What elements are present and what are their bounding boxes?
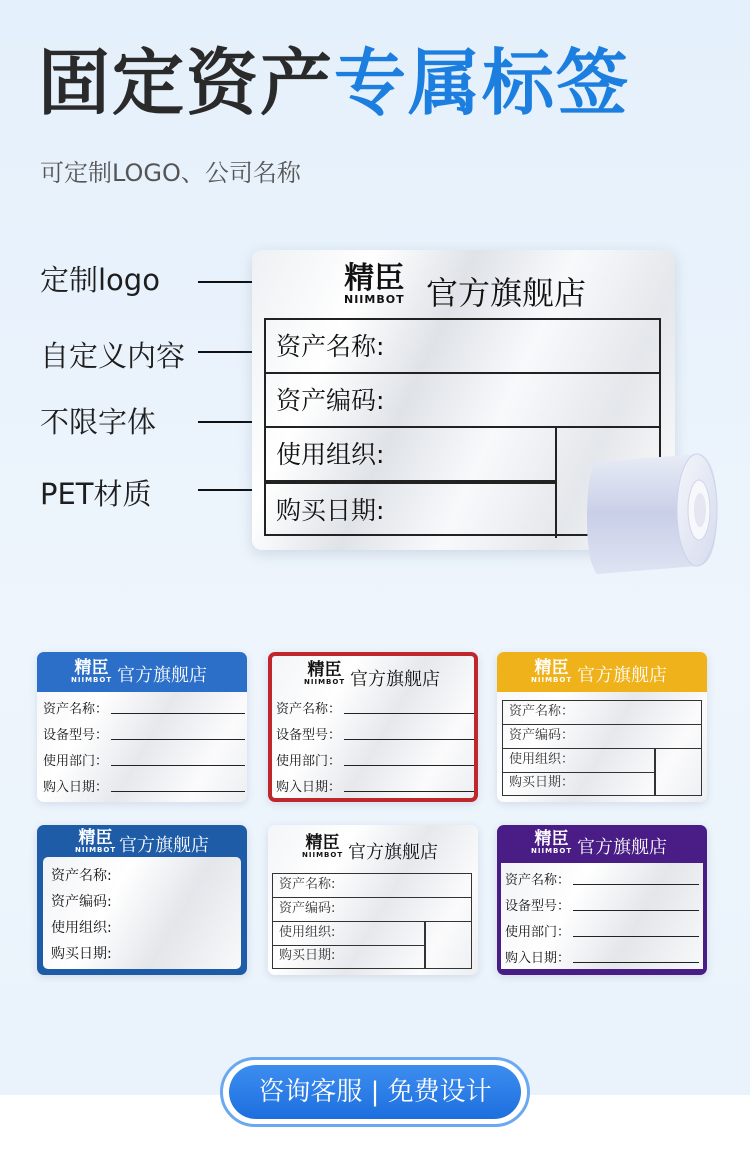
store-name: 官方旗舰店: [348, 842, 438, 863]
big-row-purchase-date: 购买日期:: [266, 482, 557, 536]
brand-logo-cn: 精臣: [307, 660, 342, 680]
brand-logo: [75, 830, 116, 854]
card-row: 使用部门：: [43, 750, 108, 769]
label-roll-icon: [585, 450, 720, 575]
brand-logo-cn: 精臣: [74, 658, 109, 678]
big-row-asset-name: 资产名称:: [266, 320, 659, 374]
card-grid-divider: [424, 921, 426, 969]
card-row: 购买日期:: [51, 946, 112, 962]
store-name: 官方旗舰店: [119, 835, 209, 856]
card-row: 使用部门：: [276, 750, 341, 769]
consult-free-design-button[interactable]: 咨询客服 | 免费设计: [229, 1065, 521, 1119]
label-card-navy: [37, 825, 247, 975]
card-row: 资产编码:: [51, 894, 112, 910]
brand-logo: [304, 662, 345, 686]
feature-any-font: 不限字体: [40, 405, 157, 439]
card-row: 购入日期：: [43, 776, 108, 795]
brand-logo-cn: 精臣: [534, 658, 569, 678]
card-header: [497, 652, 707, 692]
brand-logo-en: NIIMBOT: [75, 846, 117, 854]
card-row: 资产编码：: [503, 725, 701, 749]
card-row: 资产名称：: [43, 698, 108, 717]
card-row: 购买日期:: [279, 948, 336, 963]
store-name: 官方旗舰店: [117, 665, 207, 686]
card-grid: [502, 700, 702, 796]
store-name: 官方旗舰店: [577, 837, 667, 858]
brand-logo-en: NIIMBOT: [304, 678, 346, 686]
store-name: 官方旗舰店: [350, 669, 440, 690]
brand-logo: [531, 831, 572, 855]
card-grid-divider: [654, 748, 656, 796]
brand-logo-en: NIIMBOT: [344, 293, 405, 306]
card-row: 使用部门：: [505, 921, 570, 940]
store-name: 官方旗舰店: [426, 274, 587, 312]
card-row: 使用组织：: [503, 749, 655, 773]
card-inner-panel: [43, 857, 241, 969]
label-card-yellow: [497, 652, 707, 802]
brand-logo: [531, 660, 572, 684]
card-row: 设备型号：: [505, 895, 570, 914]
brand-logo-cn: 精臣: [305, 833, 340, 853]
card-grid: [272, 873, 472, 969]
cta-button-frame: [220, 1057, 530, 1127]
card-row: 资产名称：: [505, 869, 570, 888]
card-header: [37, 652, 247, 692]
brand-logo-cn: 精臣: [78, 828, 113, 848]
brand-logo-cn: 精臣: [344, 261, 405, 296]
card-row: 使用组织:: [273, 922, 425, 946]
brand-logo-en: NIIMBOT: [531, 847, 573, 855]
headline-part-1: 固定资产: [38, 41, 335, 125]
headline: [38, 40, 630, 126]
card-row: 购入日期：: [505, 947, 570, 966]
card-row: 设备型号：: [43, 724, 108, 743]
card-inner-panel: [501, 863, 703, 969]
card-row: 购入日期：: [276, 776, 341, 795]
brand-logo: [344, 261, 405, 306]
card-row: 资产名称：: [503, 701, 701, 725]
label-card-purple: [497, 825, 707, 975]
leader-line-logo: [198, 281, 260, 283]
brand-logo-en: NIIMBOT: [531, 676, 573, 684]
card-row: 资产编码:: [273, 898, 471, 922]
brand-logo-cn: 精臣: [534, 829, 569, 849]
brand-logo: [302, 835, 343, 859]
label-card-blue: [37, 652, 247, 802]
feature-pet-material: PET材质: [40, 477, 152, 511]
big-row-organization: 使用组织:: [266, 428, 557, 482]
card-row: 使用组织:: [51, 920, 112, 936]
label-card-plain: [268, 825, 478, 975]
card-row: 购买日期：: [509, 775, 575, 790]
card-row: 资产名称：: [276, 698, 341, 717]
card-row: 资产名称:: [273, 874, 471, 898]
brand-logo-en: NIIMBOT: [71, 676, 113, 684]
big-row-asset-code: 资产编码:: [266, 374, 659, 428]
label-card-red: [268, 652, 478, 802]
brand-logo-en: NIIMBOT: [302, 851, 344, 859]
subtitle: 可定制LOGO、公司名称: [40, 159, 301, 187]
brand-logo: [71, 660, 112, 684]
feature-custom-logo: 定制logo: [40, 263, 160, 297]
big-label-divider: [555, 428, 557, 538]
card-row: 设备型号：: [276, 724, 341, 743]
headline-part-2: 专属标签: [334, 41, 631, 125]
card-row: 资产名称:: [51, 868, 112, 884]
store-name: 官方旗舰店: [577, 665, 667, 686]
feature-custom-content: 自定义内容: [40, 339, 186, 373]
